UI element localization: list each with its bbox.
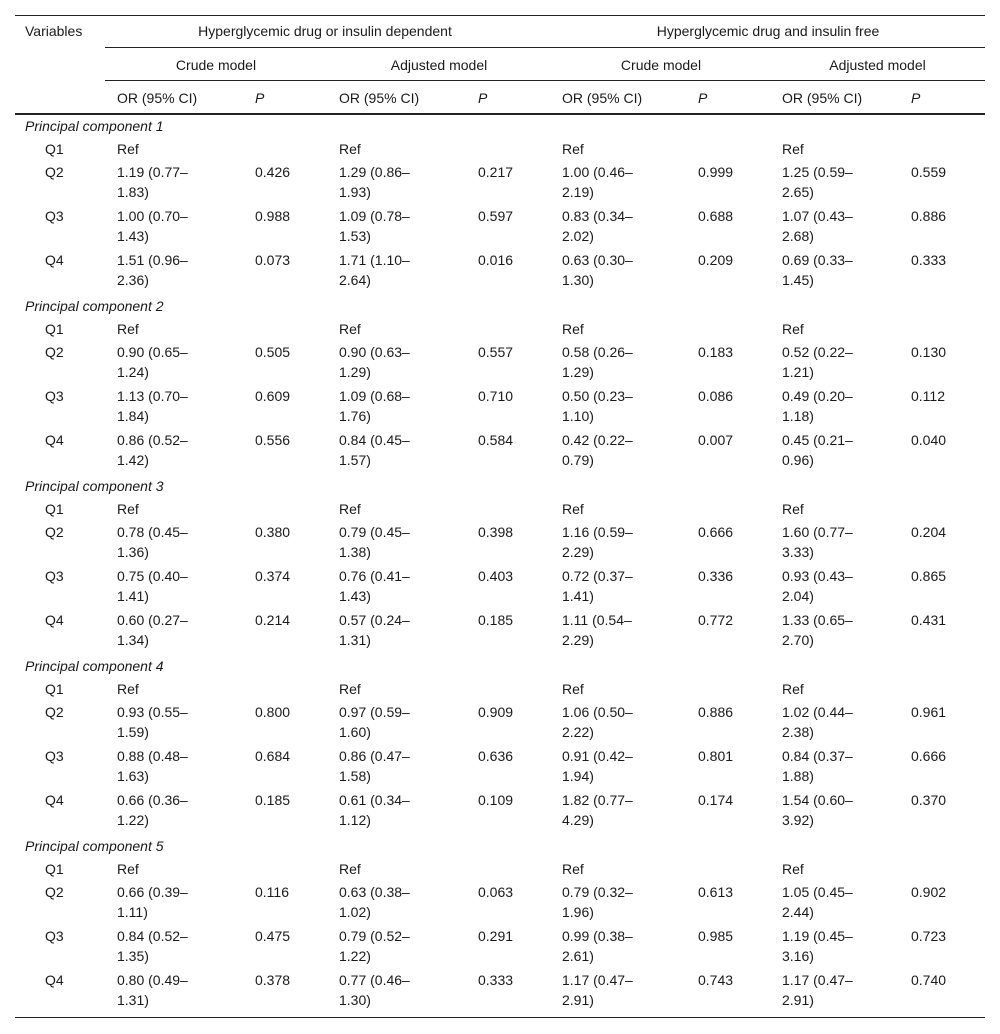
or-adj-free: 0.84 (0.37– [782, 748, 853, 764]
or-crude-free-cont: 2.91) [562, 992, 594, 1008]
or-crude-dep: 1.51 (0.96– [117, 252, 188, 268]
p-crude-free: 0.174 [698, 792, 734, 808]
quartile-label: Q4 [45, 972, 64, 988]
p-adj-free: 0.961 [911, 704, 947, 720]
quartile-label: Q3 [45, 388, 64, 404]
p-crude-free: 0.613 [698, 884, 734, 900]
p-adj-free: 0.431 [911, 612, 947, 628]
or-adj-dep: Ref [339, 861, 361, 877]
or-adj-dep: 0.90 (0.63– [339, 344, 410, 360]
or-crude-dep: 0.78 (0.45– [117, 524, 188, 540]
or-adj-dep-cont: 1.12) [339, 812, 371, 828]
p-crude-dep: 0.684 [255, 748, 291, 764]
or-adj-dep: Ref [339, 321, 361, 337]
or-crude-free-cont: 1.96) [562, 904, 594, 920]
p-adj-dep: 0.584 [478, 432, 514, 448]
p-crude-free: 0.666 [698, 524, 734, 540]
or-adj-dep-cont: 1.22) [339, 948, 371, 964]
or-adj-dep: 0.63 (0.38– [339, 884, 410, 900]
or-adj-dep: 1.71 (1.10– [339, 252, 410, 268]
or-crude-dep-cont: 1.36) [117, 544, 149, 560]
or-adj-free-cont: 2.70) [782, 632, 814, 648]
or-adj-free: 1.19 (0.45– [782, 928, 853, 944]
or-crude-dep: 0.80 (0.49– [117, 972, 188, 988]
quartile-label: Q3 [45, 208, 64, 224]
or-crude-free: 0.99 (0.38– [562, 928, 633, 944]
or-crude-dep-cont: 1.63) [117, 768, 149, 784]
or-adj-dep-cont: 1.76) [339, 408, 371, 424]
p-adj-free: 0.559 [911, 164, 947, 180]
p-crude-dep: 0.426 [255, 164, 291, 180]
p-header: P [255, 90, 265, 106]
quartile-label: Q4 [45, 252, 64, 268]
quartile-label: Q1 [45, 681, 64, 697]
or-crude-dep-cont: 1.34) [117, 632, 149, 648]
or-adj-free-cont: 3.92) [782, 812, 814, 828]
or-crude-free: 0.58 (0.26– [562, 344, 633, 360]
p-adj-dep: 0.217 [478, 164, 514, 180]
p-crude-dep: 0.380 [255, 524, 291, 540]
or-crude-free-cont: 1.29) [562, 364, 594, 380]
quartile-label: Q1 [45, 141, 64, 157]
or-crude-dep-cont: 1.83) [117, 184, 149, 200]
p-adj-dep: 0.063 [478, 884, 514, 900]
model-header-2: Adjusted model [390, 57, 488, 73]
p-adj-dep: 0.016 [478, 252, 514, 268]
or-adj-free-cont: 2.91) [782, 992, 814, 1008]
or-crude-dep: 1.13 (0.70– [117, 388, 188, 404]
p-adj-free: 0.112 [911, 388, 945, 404]
p-adj-free: 0.666 [911, 748, 947, 764]
or-crude-dep: 0.93 (0.55– [117, 704, 188, 720]
or-crude-free: 1.11 (0.54– [562, 612, 632, 628]
p-crude-free: 0.183 [698, 344, 734, 360]
p-crude-free: 0.007 [698, 432, 734, 448]
or-adj-dep-cont: 2.64) [339, 272, 371, 288]
p-crude-free: 0.209 [698, 252, 734, 268]
or-adj-free-cont: 0.96) [782, 452, 814, 468]
or-crude-free-cont: 2.19) [562, 184, 594, 200]
quartile-label: Q4 [45, 792, 64, 808]
section-title: Principal component 5 [25, 838, 164, 854]
or-crude-dep: 0.66 (0.36– [117, 792, 188, 808]
model-rule [105, 80, 985, 81]
or-crude-dep: 0.75 (0.40– [117, 568, 188, 584]
or-adj-free: Ref [782, 861, 804, 877]
or-adj-free: Ref [782, 501, 804, 517]
section-title: Principal component 3 [25, 478, 164, 494]
p-crude-free: 0.999 [698, 164, 734, 180]
or-crude-free: 0.50 (0.23– [562, 388, 633, 404]
section-title: Principal component 1 [25, 118, 164, 134]
p-crude-dep: 0.214 [255, 612, 291, 628]
or-crude-dep: 0.60 (0.27– [117, 612, 188, 628]
or-crude-dep-cont: 2.36) [117, 272, 149, 288]
or-crude-dep-cont: 1.42) [117, 452, 149, 468]
or-adj-dep-cont: 1.43) [339, 588, 371, 604]
p-adj-dep: 0.291 [478, 928, 514, 944]
p-crude-free: 0.743 [698, 972, 734, 988]
or-crude-dep: Ref [117, 321, 139, 337]
p-crude-dep: 0.988 [255, 208, 291, 224]
or-adj-dep-cont: 1.38) [339, 544, 371, 560]
quartile-label: Q3 [45, 568, 64, 584]
p-crude-dep: 0.800 [255, 704, 291, 720]
or-adj-free-cont: 2.38) [782, 724, 814, 740]
quartile-label: Q1 [45, 501, 64, 517]
or-adj-free: 0.52 (0.22– [782, 344, 853, 360]
or-crude-dep: 1.19 (0.77– [117, 164, 188, 180]
quartile-label: Q3 [45, 928, 64, 944]
or-adj-free: Ref [782, 141, 804, 157]
p-adj-free: 0.040 [911, 432, 947, 448]
or-adj-dep-cont: 1.57) [339, 452, 371, 468]
or-header: OR (95% CI) [782, 90, 863, 106]
or-adj-free-cont: 1.45) [782, 272, 814, 288]
p-adj-free: 0.886 [911, 208, 947, 224]
quartile-label: Q2 [45, 524, 64, 540]
p-crude-free: 0.688 [698, 208, 734, 224]
or-adj-free: 1.17 (0.47– [782, 972, 853, 988]
p-adj-dep: 0.185 [478, 612, 514, 628]
quartile-label: Q4 [45, 612, 64, 628]
or-adj-dep-cont: 1.29) [339, 364, 371, 380]
p-header: P [911, 90, 921, 106]
or-adj-dep-cont: 1.30) [339, 992, 371, 1008]
or-crude-free: 0.83 (0.34– [562, 208, 633, 224]
or-adj-free-cont: 3.33) [782, 544, 814, 560]
p-crude-dep: 0.556 [255, 432, 291, 448]
or-crude-free: Ref [562, 501, 584, 517]
or-crude-dep-cont: 1.41) [117, 588, 149, 604]
or-crude-free: 0.72 (0.37– [562, 568, 633, 584]
p-crude-dep: 0.073 [255, 252, 291, 268]
or-crude-dep: 0.84 (0.52– [117, 928, 188, 944]
header-bottom-rule [15, 113, 985, 115]
p-crude-dep: 0.116 [255, 884, 289, 900]
model-header-1: Crude model [175, 57, 257, 73]
or-crude-free: 0.63 (0.30– [562, 252, 633, 268]
p-adj-free: 0.723 [911, 928, 947, 944]
or-crude-free: 0.42 (0.22– [562, 432, 633, 448]
or-adj-dep-cont: 1.60) [339, 724, 371, 740]
p-adj-free: 0.902 [911, 884, 947, 900]
quartile-label: Q4 [45, 432, 64, 448]
p-adj-free: 0.865 [911, 568, 947, 584]
p-crude-dep: 0.378 [255, 972, 291, 988]
or-adj-dep: 0.79 (0.45– [339, 524, 410, 540]
group-rule [105, 47, 985, 48]
or-crude-free-cont: 2.29) [562, 632, 594, 648]
or-adj-dep: 0.79 (0.52– [339, 928, 410, 944]
or-crude-free-cont: 2.22) [562, 724, 594, 740]
quartile-label: Q1 [45, 321, 64, 337]
p-adj-dep: 0.557 [478, 344, 514, 360]
or-adj-dep: 0.84 (0.45– [339, 432, 410, 448]
or-adj-dep: 0.61 (0.34– [339, 792, 410, 808]
p-adj-dep: 0.333 [478, 972, 514, 988]
p-adj-free: 0.740 [911, 972, 947, 988]
p-adj-dep: 0.398 [478, 524, 514, 540]
p-header: P [698, 90, 708, 106]
or-crude-dep: 1.00 (0.70– [117, 208, 188, 224]
or-adj-dep: Ref [339, 501, 361, 517]
p-crude-dep: 0.475 [255, 928, 291, 944]
p-crude-free: 0.985 [698, 928, 734, 944]
or-crude-free-cont: 2.61) [562, 948, 594, 964]
p-adj-dep: 0.909 [478, 704, 514, 720]
or-crude-free: Ref [562, 141, 584, 157]
or-crude-free: 0.79 (0.32– [562, 884, 633, 900]
or-crude-dep: 0.86 (0.52– [117, 432, 188, 448]
p-crude-free: 0.086 [698, 388, 734, 404]
or-crude-free-cont: 1.30) [562, 272, 594, 288]
or-adj-free: 1.33 (0.65– [782, 612, 853, 628]
p-adj-dep: 0.710 [478, 388, 514, 404]
or-crude-dep-cont: 1.24) [117, 364, 149, 380]
or-crude-dep-cont: 1.11) [117, 904, 148, 920]
or-crude-dep: 0.90 (0.65– [117, 344, 188, 360]
or-crude-dep-cont: 1.84) [117, 408, 149, 424]
or-adj-free: 0.69 (0.33– [782, 252, 853, 268]
model-header-4: Adjusted model [829, 57, 926, 73]
p-adj-dep: 0.109 [478, 792, 514, 808]
quartile-label: Q3 [45, 748, 64, 764]
or-crude-free-cont: 2.02) [562, 228, 594, 244]
p-crude-dep: 0.185 [255, 792, 291, 808]
or-adj-free: 0.45 (0.21– [782, 432, 853, 448]
section-title: Principal component 4 [25, 658, 164, 674]
quartile-label: Q2 [45, 164, 64, 180]
p-crude-free: 0.801 [698, 748, 734, 764]
or-adj-free: 1.54 (0.60– [782, 792, 853, 808]
or-crude-free: 1.00 (0.46– [562, 164, 633, 180]
quartile-label: Q2 [45, 344, 64, 360]
or-adj-free-cont: 2.44) [782, 904, 814, 920]
or-adj-free: Ref [782, 321, 804, 337]
or-crude-free: 1.16 (0.59– [562, 524, 633, 540]
or-adj-dep-cont: 1.02) [339, 904, 371, 920]
or-crude-dep: Ref [117, 681, 139, 697]
or-crude-free-cont: 4.29) [562, 812, 594, 828]
p-adj-free: 0.204 [911, 524, 947, 540]
quartile-label: Q2 [45, 704, 64, 720]
p-crude-free: 0.772 [698, 612, 734, 628]
or-adj-dep: 0.86 (0.47– [339, 748, 410, 764]
p-adj-dep: 0.597 [478, 208, 514, 224]
or-adj-free: Ref [782, 681, 804, 697]
or-adj-free: 1.25 (0.59– [782, 164, 853, 180]
or-adj-free-cont: 1.88) [782, 768, 814, 784]
or-crude-free: 1.17 (0.47– [562, 972, 633, 988]
or-crude-dep: Ref [117, 861, 139, 877]
p-header: P [478, 90, 488, 106]
or-adj-dep: 0.97 (0.59– [339, 704, 410, 720]
or-adj-free: 0.49 (0.20– [782, 388, 853, 404]
or-adj-free-cont: 2.04) [782, 588, 814, 604]
or-crude-free-cont: 1.10) [562, 408, 594, 424]
p-crude-dep: 0.374 [255, 568, 291, 584]
or-adj-dep: 1.09 (0.78– [339, 208, 410, 224]
or-adj-dep-cont: 1.31) [339, 632, 371, 648]
or-crude-free: Ref [562, 321, 584, 337]
or-header: OR (95% CI) [339, 90, 420, 106]
or-crude-free: Ref [562, 681, 584, 697]
or-adj-dep-cont: 1.58) [339, 768, 371, 784]
or-crude-dep-cont: 1.22) [117, 812, 149, 828]
or-adj-free-cont: 2.68) [782, 228, 814, 244]
or-crude-free: 0.91 (0.42– [562, 748, 633, 764]
section-title: Principal component 2 [25, 298, 164, 314]
or-adj-free-cont: 2.65) [782, 184, 814, 200]
p-adj-free: 0.333 [911, 252, 947, 268]
or-adj-dep: 1.09 (0.68– [339, 388, 410, 404]
p-crude-dep: 0.505 [255, 344, 291, 360]
quartile-label: Q2 [45, 884, 64, 900]
model-header-3: Crude model [620, 57, 702, 73]
or-crude-free: Ref [562, 861, 584, 877]
or-crude-dep-cont: 1.35) [117, 948, 149, 964]
or-crude-dep: 0.88 (0.48– [117, 748, 188, 764]
or-header: OR (95% CI) [117, 90, 198, 106]
variables-header: Variables [25, 23, 83, 39]
or-adj-dep: Ref [339, 141, 361, 157]
or-crude-free-cont: 2.29) [562, 544, 594, 560]
or-crude-dep: Ref [117, 501, 139, 517]
or-crude-dep-cont: 1.31) [117, 992, 149, 1008]
or-adj-free: 1.60 (0.77– [782, 524, 853, 540]
or-adj-free: 1.02 (0.44– [782, 704, 853, 720]
or-header: OR (95% CI) [562, 90, 643, 106]
or-adj-free-cont: 1.21) [782, 364, 814, 380]
or-crude-free-cont: 1.41) [562, 588, 594, 604]
or-adj-dep-cont: 1.53) [339, 228, 371, 244]
or-crude-dep-cont: 1.59) [117, 724, 149, 740]
p-crude-free: 0.336 [698, 568, 734, 584]
p-adj-dep: 0.636 [478, 748, 514, 764]
or-adj-dep: 0.76 (0.41– [339, 568, 410, 584]
p-crude-dep: 0.609 [255, 388, 291, 404]
or-adj-dep: 1.29 (0.86– [339, 164, 410, 180]
or-crude-free: 1.06 (0.50– [562, 704, 633, 720]
or-crude-free-cont: 0.79) [562, 452, 594, 468]
or-adj-free: 1.07 (0.43– [782, 208, 853, 224]
or-crude-free-cont: 1.94) [562, 768, 594, 784]
or-crude-dep-cont: 1.43) [117, 228, 149, 244]
quartile-label: Q1 [45, 861, 64, 877]
or-adj-dep: 0.77 (0.46– [339, 972, 410, 988]
p-crude-free: 0.886 [698, 704, 734, 720]
or-adj-dep: Ref [339, 681, 361, 697]
p-adj-free: 0.370 [911, 792, 947, 808]
or-adj-dep: 0.57 (0.24– [339, 612, 410, 628]
or-adj-dep-cont: 1.93) [339, 184, 371, 200]
p-adj-free: 0.130 [911, 344, 947, 360]
or-adj-free: 1.05 (0.45– [782, 884, 853, 900]
or-adj-free-cont: 1.18) [782, 408, 814, 424]
or-adj-free: 0.93 (0.43– [782, 568, 853, 584]
or-crude-dep: Ref [117, 141, 139, 157]
or-crude-dep: 0.66 (0.39– [117, 884, 188, 900]
or-adj-free-cont: 3.16) [782, 948, 814, 964]
or-crude-free: 1.82 (0.77– [562, 792, 633, 808]
group2-header: Hyperglycemic drug and insulin free [656, 23, 880, 39]
table-top-rule [15, 15, 985, 16]
p-adj-dep: 0.403 [478, 568, 514, 584]
group1-header: Hyperglycemic drug or insulin dependent [198, 23, 452, 39]
table-bottom-rule [15, 1017, 985, 1018]
